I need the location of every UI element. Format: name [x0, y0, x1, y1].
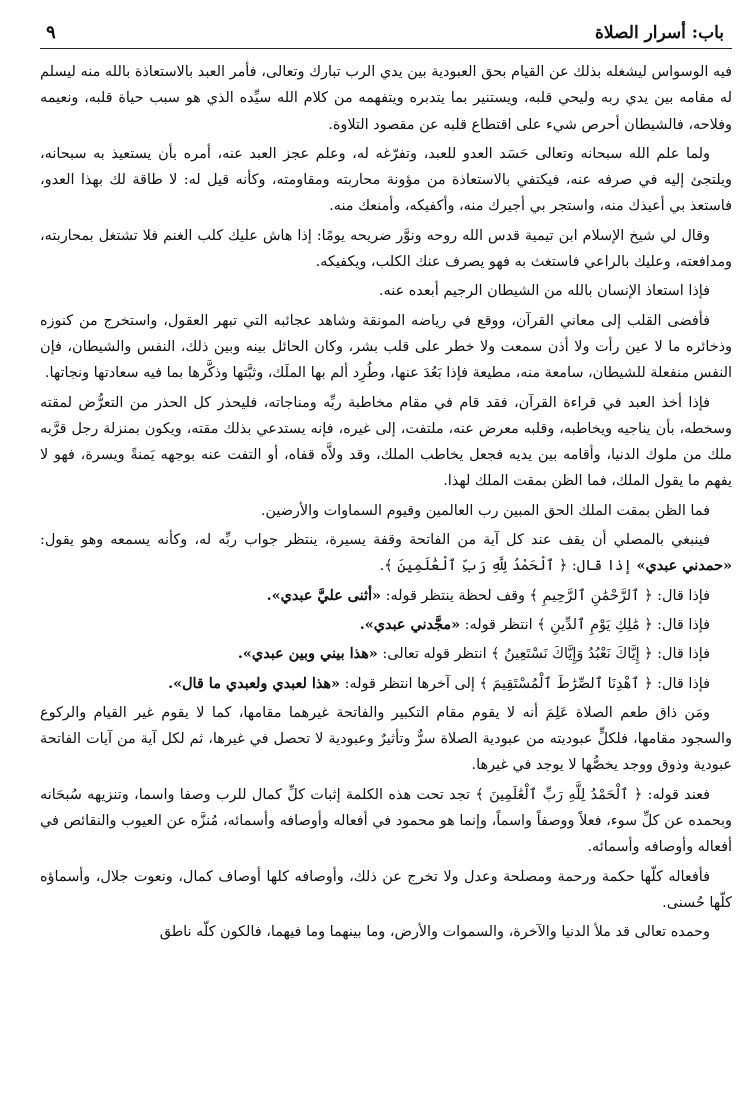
paragraph-10: فعند قوله: ﴿ ٱلْحَمْدُ لِلَّهِ رَبِّ ٱلْعَٰلَمِينَ ﴾ تجد تحت هذه الكلمة إثبات كلِّ كمال للرب وصفا واسما، وتنزيهه سُبحَانه وبحمده عن كلِّ سوء، فعلاً ووصفاً واسماً، وإنما هو محمود في أفعاله وأوصافه وأسمائه، مُنزَّه عن العيوب والنقائص في أفعاله وأوصافه وأسمائه. [40, 786, 732, 856]
quran-quote-ihdina: ﴿ ٱهْدِنَا ٱلصِّرَٰطَ ٱلْمُسْتَقِيمَ ﴾ [479, 675, 653, 692]
hadith-phrase-hamidani: «حمدني عبدي» [636, 557, 732, 575]
paragraph-3: وقال لي شيخ الإسلام ابن تيمية قدس الله روحه ونوَّر ضريحه يومًا: إذا هاش عليك كلب الغنم فلا تشتغل بمحاربته، ومدافعته، وعليك بالراعي فاستغث به فهو يصرف عنك الكلب، ويكفيكه. [40, 227, 732, 271]
hadith-phrase-baini: «هذا بيني وبين عبدي». [237, 645, 378, 663]
paragraph-8 [40, 527, 732, 580]
chapter-title: باب: أسرار الصلاة [594, 23, 724, 43]
page-header [40, 22, 732, 49]
paragraph-5: فأفضى القلب إلى معاني القرآن، ووقع في رياضه المونقة وشاهد عجائبه التي تبهر العقول، واستخرج من كنوزه وذخائره ما لا عين رأت ولا أذن سمعت ولا خطر على قلب بشر، وكان الحائل بينه وبين ذلك، النفس والشيطان، فإن النفس منفعلة للشيطان، سامعة منه، مطيعة فإذا بَعُدَ عنها، وطُرِد ألم بها الملَك، وثبَّتها وذكَّرها بما فيه سعادتها ونجاتها. [40, 312, 732, 382]
hadith-phrase-athna: «أثنى عليَّ عبدي». [266, 586, 382, 604]
quran-quote-hamd: ﴿ ٱلْحَمْدُ لِلَّهِ رَبِّ ٱلْعَٰلَمِينَ ﴾ [384, 558, 568, 575]
dialogue-end: . [379, 558, 385, 575]
quran-quote-rahman: ﴿ ٱلرَّحْمَٰنِ ٱلرَّحِيمِ ﴾ [529, 587, 653, 604]
hadith-phrase-liabdi: «هذا لعبدي ولعبدي ما قال». [168, 674, 340, 692]
quran-quote-malik: ﴿ مَٰلِكِ يَوْمِ ٱلدِّينِ ﴾ [537, 616, 653, 633]
paragraph-7: فما الظن بمقت الملك الحق المبين رب العالمين وقيوم السماوات والأرضين. [260, 502, 710, 519]
book-page [40, 22, 732, 1082]
dialogue-line-iyyaka: فإذا قال: ﴿ إِيَّاكَ نَعْبُدُ وَإِيَّاكَ نَسْتَعِينُ ﴾ انتظر قوله تعالى: «هذا بيني وبين عبدي». [237, 645, 710, 663]
paragraph-2: ولما علم الله سبحانه وتعالى حَسَد العدو للعبد، وتفرّغه له، وعلم عجز العبد عنه، أمره بأن يستعيذ به سبحانه، ويلتجئ إليه في صرفه عنه، فيكتفي بالاستعاذة من مؤونة محاربته ومقاومته، وكأنه قيل له: لا طاقة لك بهذا العدو، فاستعذ بي أعيذك منه، واستجر بي أجيرك منه، وأكفيكه، وأمنعك منه. [40, 145, 732, 215]
dialogue-line-rahman: فإذا قال: ﴿ ٱلرَّحْمَٰنِ ٱلرَّحِيمِ ﴾ وقف لحظة ينتظر قوله: «أثنى عليَّ عبدي». [266, 586, 710, 604]
dialogue-line-ihdina: فإذا قال: ﴿ ٱهْدِنَا ٱلصِّرَٰطَ ٱلْمُسْتَقِيمَ ﴾ إلى آخرها انتظر قوله: «هذا لعبدي ولعبدي ما قال». [168, 674, 710, 692]
dialogue-line-malik: فإذا قال: ﴿ مَٰلِكِ يَوْمِ ٱلدِّينِ ﴾ انتظر قوله: «مجَّدني عبدي». [359, 615, 710, 633]
paragraph-6: فإذا أخذ العبد في قراءة القرآن، فقد قام في مقام مخاطبة ربِّه ومناجاته، فليحذر كل الحذر من التعرُّض لمقته وسخطه، بأن يناجيه ويخاطبه، وقلبه معرض عنه، ملتفت، إلى غيره، فإنه يستدعي بذلك مقته، ويكون بمنزلة رجل قرَّبه ملك من ملوك الدنيا، وأقامه بين يديه فجعل يخاطب الملك، وقد ولاَّه قفاه، أو التفت عنه بوجهه يَمنةً ويسرة، فهو لا يفهم ما يقول الملك، فما الظن بمقت الملك لهذا. [40, 394, 732, 490]
dialogue-connector: إذا قال: [567, 558, 637, 575]
paragraph-8-text: فينبغي بالمصلي أن يقف عند كل آية من الفاتحة وقفة يسيرة، ينتظر جواب ربِّه له، وكأنه يسمعه وهو يقول: [40, 532, 710, 549]
paragraph-11: فأفعاله كلّها حكمة ورحمة ومصلحة وعدل ولا تخرج عن ذلك، وأوصافه كلها أوصاف كمال، ونعوت جلال، وأسماؤه كلّها حُسنى. [40, 868, 732, 911]
quran-quote-iyyaka: ﴿ إِيَّاكَ نَعْبُدُ وَإِيَّاكَ نَسْتَعِينُ ﴾ [491, 646, 653, 663]
paragraph-1: فيه الوسواس ليشغله بذلك عن القيام بحق العبودية بين يدي الرب تبارك وتعالى، فأمر العبد بالاستعاذة بالله منه ليسلم له مقامه بين يدي ربه وليحي قلبه، ويستنير بما يتدبره ويتفهمه من كلام الله سيِّده الذي هو سبب حياة قلبه، ونعيمه وفلاحه، فالشيطان أحرص شيء على اقتطاع قلبه عن مقصود التلاوة. [40, 64, 732, 133]
quran-quote-hamd-2: ﴿ ٱلْحَمْدُ لِلَّهِ رَبِّ ٱلْعَٰلَمِينَ ﴾ [475, 786, 643, 803]
paragraph-9: ومَن ذاق طعم الصلاة عَلِمَ أنه لا يقوم مقام التكبير والفاتحة غيرهما مقامها، كما لا يقوم غير القيام والركوع والسجود مقامها، فلكلٍّ عبوديته من عبودية الصلاة سرٌّ وتأثيرٌ وعبودية لا تحصل في غيرها، ثم لكل آية من آيات الفاتحة عبودية وذوق ووجد يخصُّها لا يوجد في غيرها. [40, 704, 732, 774]
hadith-phrase-majjadani: «مجَّدني عبدي». [359, 615, 461, 633]
page-body [40, 59, 732, 946]
paragraph-4: فإذا استعاذ الإنسان بالله من الشيطان الرجيم أبعده عنه. [378, 283, 710, 300]
paragraph-12: وحمده تعالى قد ملأ الدنيا والآخرة، والسموات والأرض، وما بينهما وما فيهما، فالكون كلّه ناطق [159, 924, 710, 941]
page-number: ٩ [46, 22, 56, 43]
